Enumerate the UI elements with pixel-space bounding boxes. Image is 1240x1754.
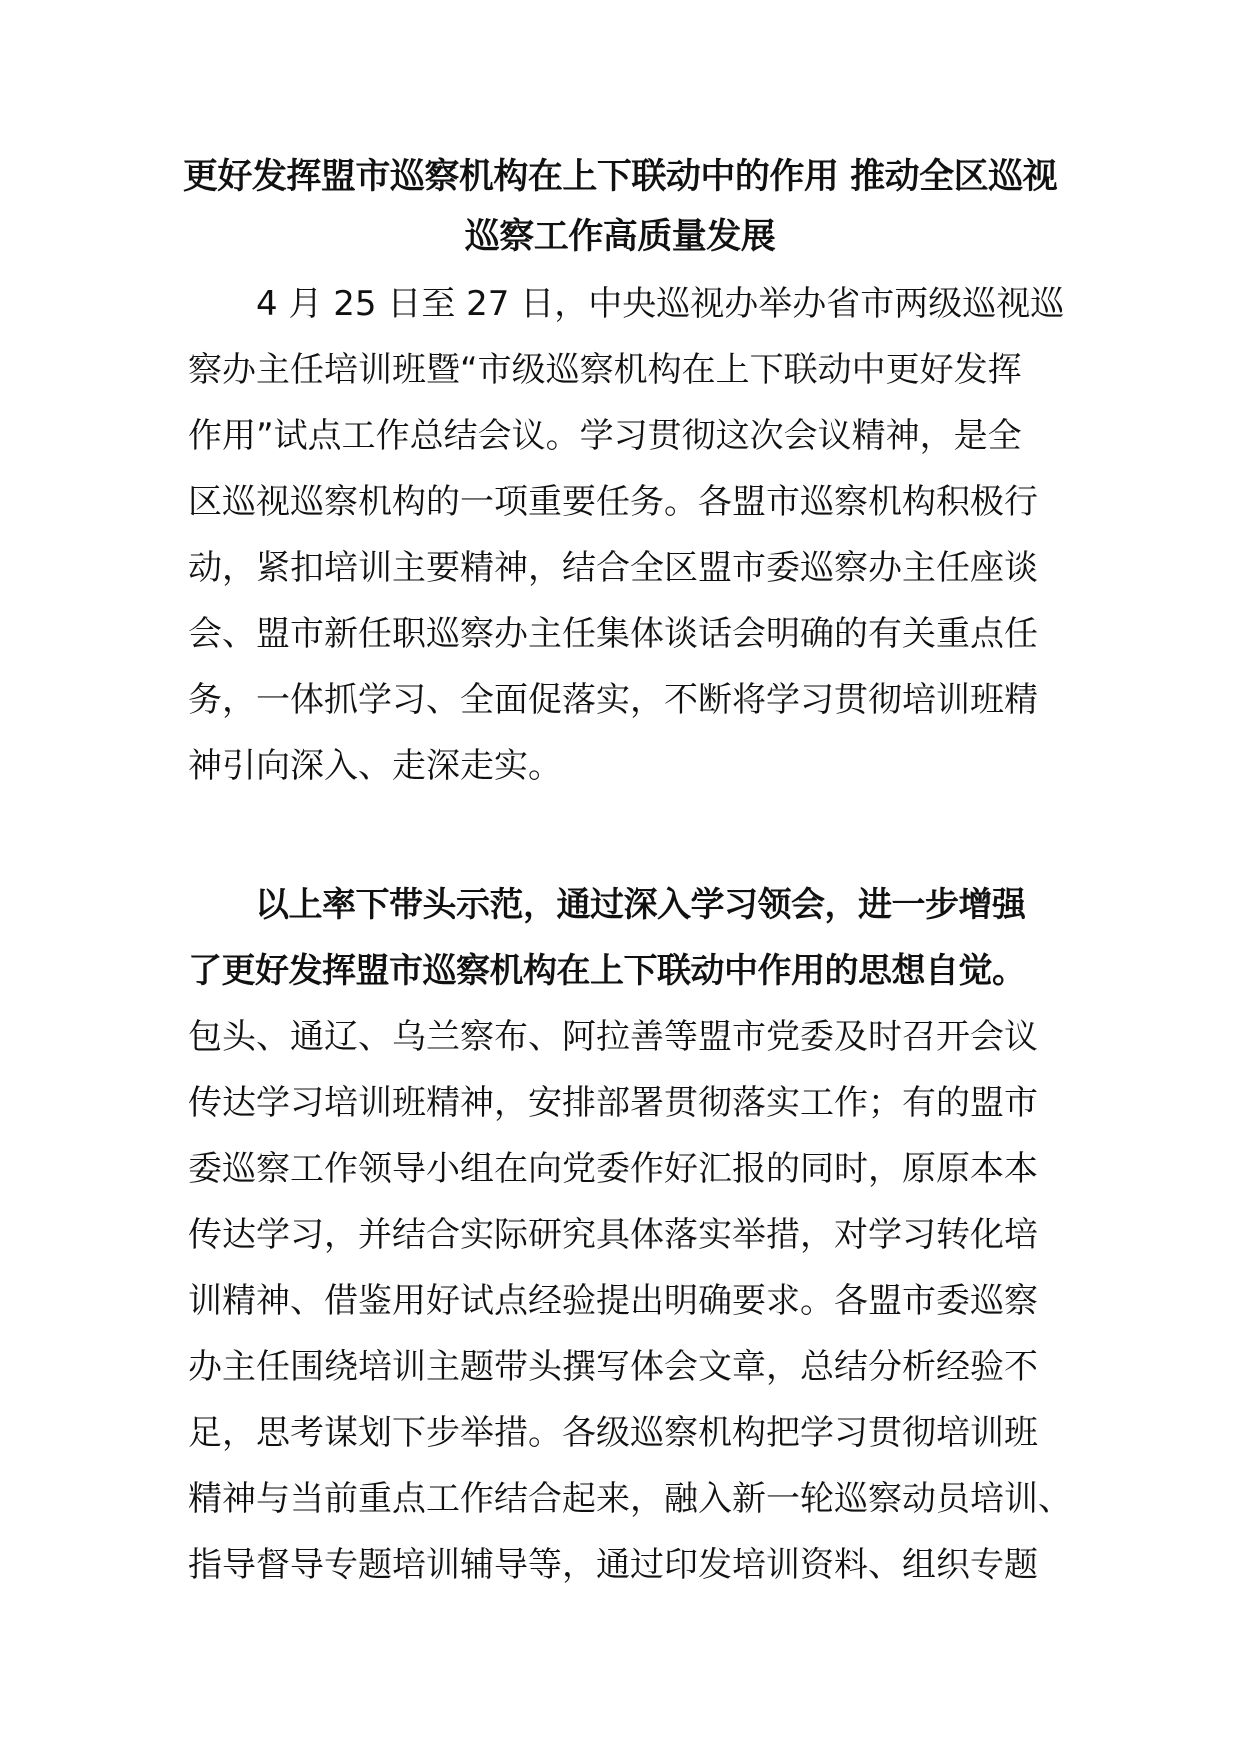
text-line: 传达学习培训班精神，安排部署贯彻落实工作；有的盟市 xyxy=(188,1083,1038,1123)
text-line: 察办主任培训班暨“市级巡察机构在上下联动中更好发挥 xyxy=(188,350,1022,390)
text-line: 委巡察工作领导小组在向党委作好汇报的同时，原原本本 xyxy=(188,1149,1038,1189)
text-line: 包头、通辽、乌兰察布、阿拉善等盟市党委及时召开会议 xyxy=(188,1017,1038,1057)
text-line: 4 月 25 日至 27 日，中央巡视办举办省市两级巡视巡 xyxy=(188,284,1065,324)
text-line: 务，一体抓学习、全面促落实，不断将学习贯彻培训班精 xyxy=(188,680,1038,720)
bold-text-line: 了更好发挥盟市巡察机构在上下联动中作用的思想自觉。 xyxy=(188,951,1026,991)
text-line: 区巡视巡察机构的一项重要任务。各盟市巡察机构积极行 xyxy=(188,482,1038,522)
document-title xyxy=(170,157,1070,257)
text-line: 指导督导专题培训辅导等，通过印发培训资料、组织专题 xyxy=(188,1545,1038,1585)
text-line: 足，思考谋划下步举措。各级巡察机构把学习贯彻培训班 xyxy=(188,1413,1038,1453)
section-heading-bold xyxy=(188,872,1068,1004)
text-line: 作用”试点工作总结会议。学习贯彻这次会议精神，是全 xyxy=(188,416,1022,456)
text-line: 训精神、借鉴用好试点经验提出明确要求。各盟市委巡察 xyxy=(188,1281,1038,1321)
bold-text-line: 以上率下带头示范，通过深入学习领会，进一步增强 xyxy=(188,885,1026,925)
paragraph-intro xyxy=(188,271,1068,799)
text-line: 神引向深入、走深走实。 xyxy=(188,746,562,786)
text-line: 会、盟市新任职巡察办主任集体谈话会明确的有关重点任 xyxy=(188,614,1038,654)
text-line: 动，紧扣培训主要精神，结合全区盟市委巡察办主任座谈 xyxy=(188,548,1038,588)
title-line-2: 巡察工作高质量发展 xyxy=(464,217,776,257)
paragraph-body xyxy=(188,1004,1072,1598)
text-line: 精神与当前重点工作结合起来，融入新一轮巡察动员培训、 xyxy=(188,1479,1072,1519)
text-line: 传达学习，并结合实际研究具体落实举措，对学习转化培 xyxy=(188,1215,1038,1255)
title-line-1: 更好发挥盟市巡察机构在上下联动中的作用 推动全区巡视 xyxy=(182,157,1058,197)
text-line: 办主任围绕培训主题带头撰写体会文章，总结分析经验不 xyxy=(188,1347,1038,1387)
